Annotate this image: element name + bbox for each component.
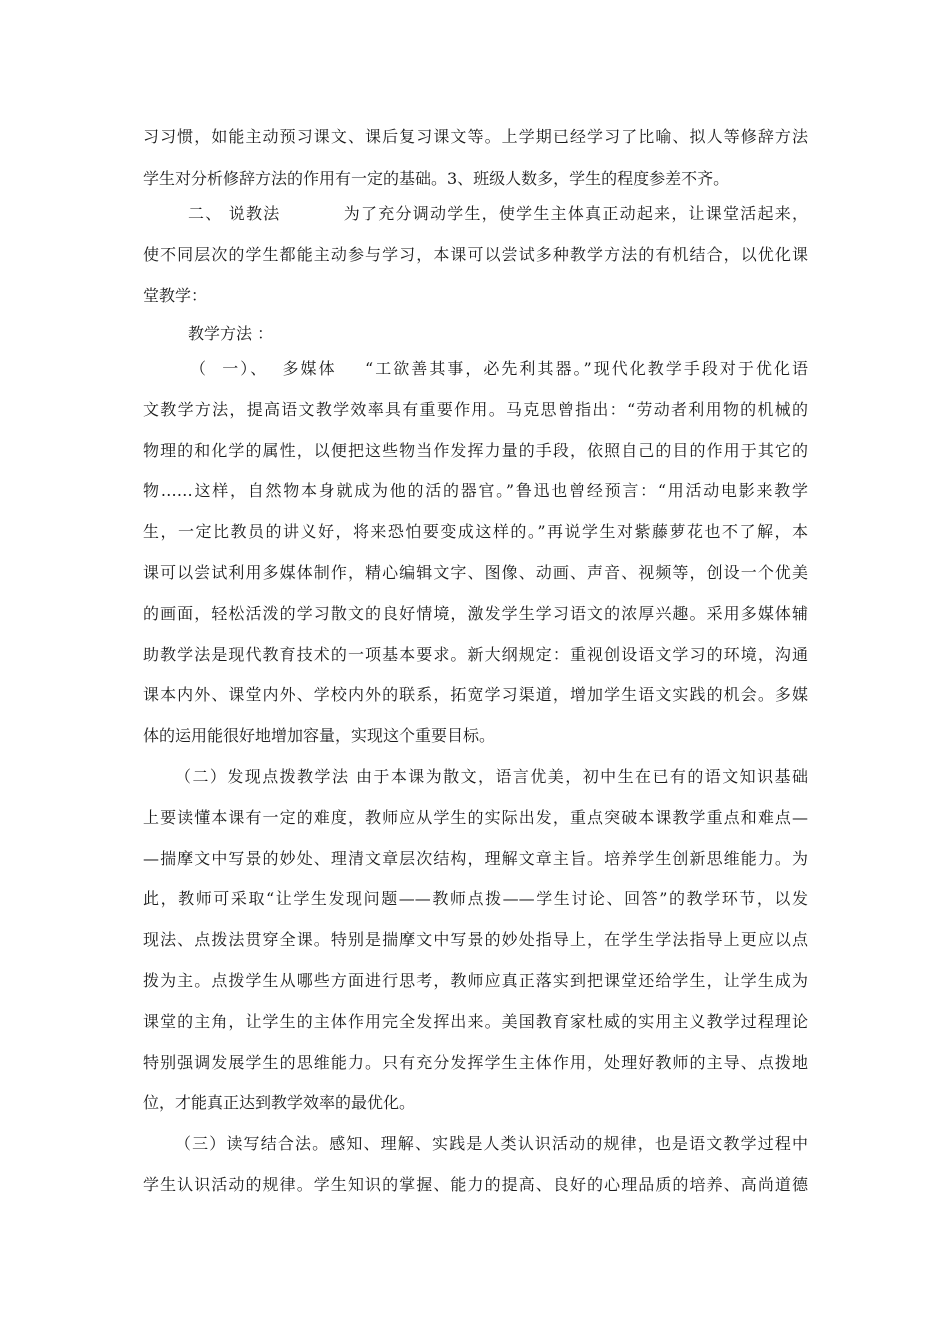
text-line: 课本内外、课堂内外、学校内外的联系，拓宽学习渠道，增加学生语文实践的机会。多媒	[143, 685, 808, 704]
text-line: 现法、点拨法贯穿全课。特别是揣摩文中写景的妙处指导上，在学生学法指导上更应以点	[143, 930, 808, 949]
text-line: （二）发现点拨教学法 由于本课为散文，语言优美，初中生在已有的语文知识基础	[175, 767, 808, 786]
text-line: 此，教师可采取“让学生发现问题——教师点拨——学生讨论、回答”的教学环节，以发	[143, 889, 808, 908]
text-line: 二、 说教法 为了充分调动学生，使学生主体真正动起来，让课堂活起来，	[188, 204, 808, 223]
text-line: 位，才能真正达到教学效率的最优化。	[143, 1093, 416, 1112]
text-line: 拨为主。点拨学生从哪些方面进行思考，教师应真正落实到把课堂还给学生，让学生成为	[143, 971, 808, 990]
text-line: —揣摩文中写景的妙处、理清文章层次结构，理解文章主旨。培养学生创新思维能力。为	[143, 849, 808, 868]
text-line: 物……这样，自然物本身就成为他的活的器官。”鲁迅也曾经预言：“用活动电影来教学	[143, 481, 808, 500]
text-line: 堂教学：	[143, 286, 208, 305]
text-line: 教学方法 ：	[188, 324, 274, 343]
text-line: （三）读写结合法。感知、理解、实践是人类认识活动的规律，也是语文教学过程中	[175, 1134, 808, 1153]
text-line: 课可以尝试利用多媒体制作，精心编辑文字、图像、动画、声音、视频等，创设一个优美	[143, 563, 808, 582]
text-line: 助教学法是现代教育技术的一项基本要求。新大纲规定：重视创设语文学习的环境，沟通	[143, 645, 808, 664]
text-line: 学生认识活动的规律。学生知识的掌握、能力的提高、良好的心理品质的培养、高尚道德	[143, 1175, 808, 1194]
text-line: 物理的和化学的属性，以便把这些物当作发挥力量的手段，依照自己的目的作用于其它的	[143, 441, 808, 460]
text-line: 学生对分析修辞方法的作用有一定的基础。3、班级人数多，学生的程度参差不齐。	[143, 169, 730, 188]
text-line: 习习惯，如能主动预习课文、课后复习课文等。上学期已经学习了比喻、拟人等修辞方法	[143, 127, 808, 146]
text-line: 体的运用能很好地增加容量，实现这个重要目标。	[143, 726, 496, 745]
text-line: 上要读懂本课有一定的难度，教师应从学生的实际出发，重点突破本课教学重点和难点—	[143, 808, 808, 827]
text-line: （ 一）、 多媒体 “工欲善其事，必先利其器。”现代化教学手段对于优化语	[190, 359, 808, 378]
text-line: 使不同层次的学生都能主动参与学习，本课可以尝试多种教学方法的有机结合，以优化课	[143, 245, 808, 264]
text-line: 文教学方法，提高语文教学效率具有重要作用。马克思曾指出：“劳动者利用物的机械的	[143, 400, 808, 419]
text-line: 生，一定比教员的讲义好，将来恐怕要变成这样的。”再说学生对紫藤萝花也不了解，本	[143, 522, 808, 541]
text-line: 特别强调发展学生的思维能力。只有充分发挥学生主体作用，处理好教师的主导、点拨地	[143, 1053, 808, 1072]
text-line: 课堂的主角，让学生的主体作用完全发挥出来。美国教育家杜威的实用主义教学过程理论	[143, 1012, 808, 1031]
text-line: 的画面，轻松活泼的学习散文的良好情境，激发学生学习语文的浓厚兴趣。采用多媒体辅	[143, 604, 808, 623]
